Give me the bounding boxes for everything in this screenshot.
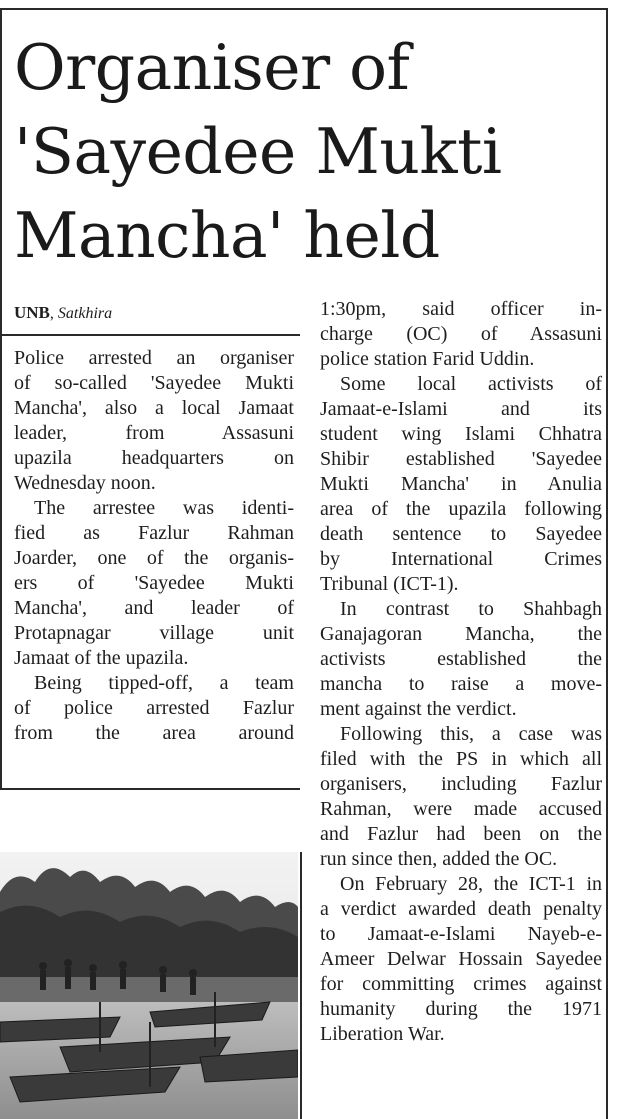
article-line: Mukti Mancha' in Anulia xyxy=(320,473,602,495)
headline-line: 'Sayedee Mukti xyxy=(14,115,502,188)
byline-place: Satkhira xyxy=(57,305,113,322)
photo-separator-rule xyxy=(0,788,300,790)
article-line: by International Crimes xyxy=(320,548,602,570)
article-line: and Fazlur had been on the xyxy=(320,823,602,845)
byline-agency: UNB xyxy=(14,303,50,322)
article-line: Some local activists of xyxy=(340,373,602,395)
article-line: 1:30pm, said officer in- xyxy=(320,298,602,320)
article-line: Shibir established 'Sayedee xyxy=(320,448,602,470)
article-line: of so-called 'Sayedee Mukti xyxy=(14,372,294,394)
article-line: The arrestee was identi- xyxy=(34,497,294,519)
article-line: police station Farid Uddin. xyxy=(320,348,535,370)
article-line: death sentence to Sayedee xyxy=(320,523,602,545)
article-line: fied as Fazlur Rahman xyxy=(14,522,294,544)
article-line: ment against the verdict. xyxy=(320,698,517,720)
article-line: upazila headquarters on xyxy=(14,447,294,469)
article-line: On February 28, the ICT-1 in xyxy=(340,873,602,895)
article-line: humanity during the 1971 xyxy=(320,998,602,1020)
article-line: area of the upazila following xyxy=(320,498,602,520)
article-line: organisers, including Fazlur xyxy=(320,773,602,795)
news-photo xyxy=(0,852,298,1119)
article-line: run since then, added the OC. xyxy=(320,848,558,870)
article-line: Mancha', and leader of xyxy=(14,597,294,619)
article-line: activists established the xyxy=(320,648,602,670)
article-line: student wing Islami Chhatra xyxy=(320,423,602,445)
article-line: ers of 'Sayedee Mukti xyxy=(14,572,294,594)
article-line: Ameer Delwar Hossain Sayedee xyxy=(320,948,602,970)
byline-rule xyxy=(0,334,300,336)
article-line: Wednesday noon. xyxy=(14,472,156,494)
article-line: Following this, a case was xyxy=(340,723,602,745)
article-line: filed with the PS in which all xyxy=(320,748,602,770)
article-line: Rahman, were made accused xyxy=(320,798,602,820)
left-frame-rule xyxy=(0,8,2,788)
photo-border-rule xyxy=(300,852,302,1119)
article-line: Tribunal (ICT-1). xyxy=(320,573,459,595)
article-line: Mancha', also a local Jamaat xyxy=(14,397,294,419)
article-line: In contrast to Shahbagh xyxy=(340,598,602,620)
right-frame-rule xyxy=(606,8,608,1119)
article-line: charge (OC) of Assasuni xyxy=(320,323,602,345)
article-line: Ganajagoran Mancha, the xyxy=(320,623,602,645)
headline xyxy=(14,26,604,278)
article-line: Jamaat-e-Islami and its xyxy=(320,398,602,420)
headline-line: Mancha' held xyxy=(14,199,440,272)
article-line: from the area around xyxy=(14,722,294,744)
article-line: Jamaat of the upazila. xyxy=(14,647,189,669)
article-line: mancha to raise a move- xyxy=(320,673,602,695)
article-line: a verdict awarded death penalty xyxy=(320,898,602,920)
article-line: Police arrested an organiser xyxy=(14,347,294,369)
byline: UNB, Satkhira xyxy=(14,303,113,322)
boats-photo-illustration xyxy=(0,852,298,1119)
article-line: Protapnagar village unit xyxy=(14,622,294,644)
article-line: to Jamaat-e-Islami Nayeb-e- xyxy=(320,923,602,945)
article-line: Liberation War. xyxy=(320,1023,445,1045)
headline-line: Organiser of xyxy=(14,31,410,104)
article-line: Being tipped-off, a team xyxy=(34,672,294,694)
article-line: Joarder, one of the organis- xyxy=(14,547,294,569)
article-line: for committing crimes against xyxy=(320,973,602,995)
article-line: of police arrested Fazlur xyxy=(14,697,294,719)
top-rule xyxy=(0,8,607,10)
article-line: leader, from Assasuni xyxy=(14,422,294,444)
